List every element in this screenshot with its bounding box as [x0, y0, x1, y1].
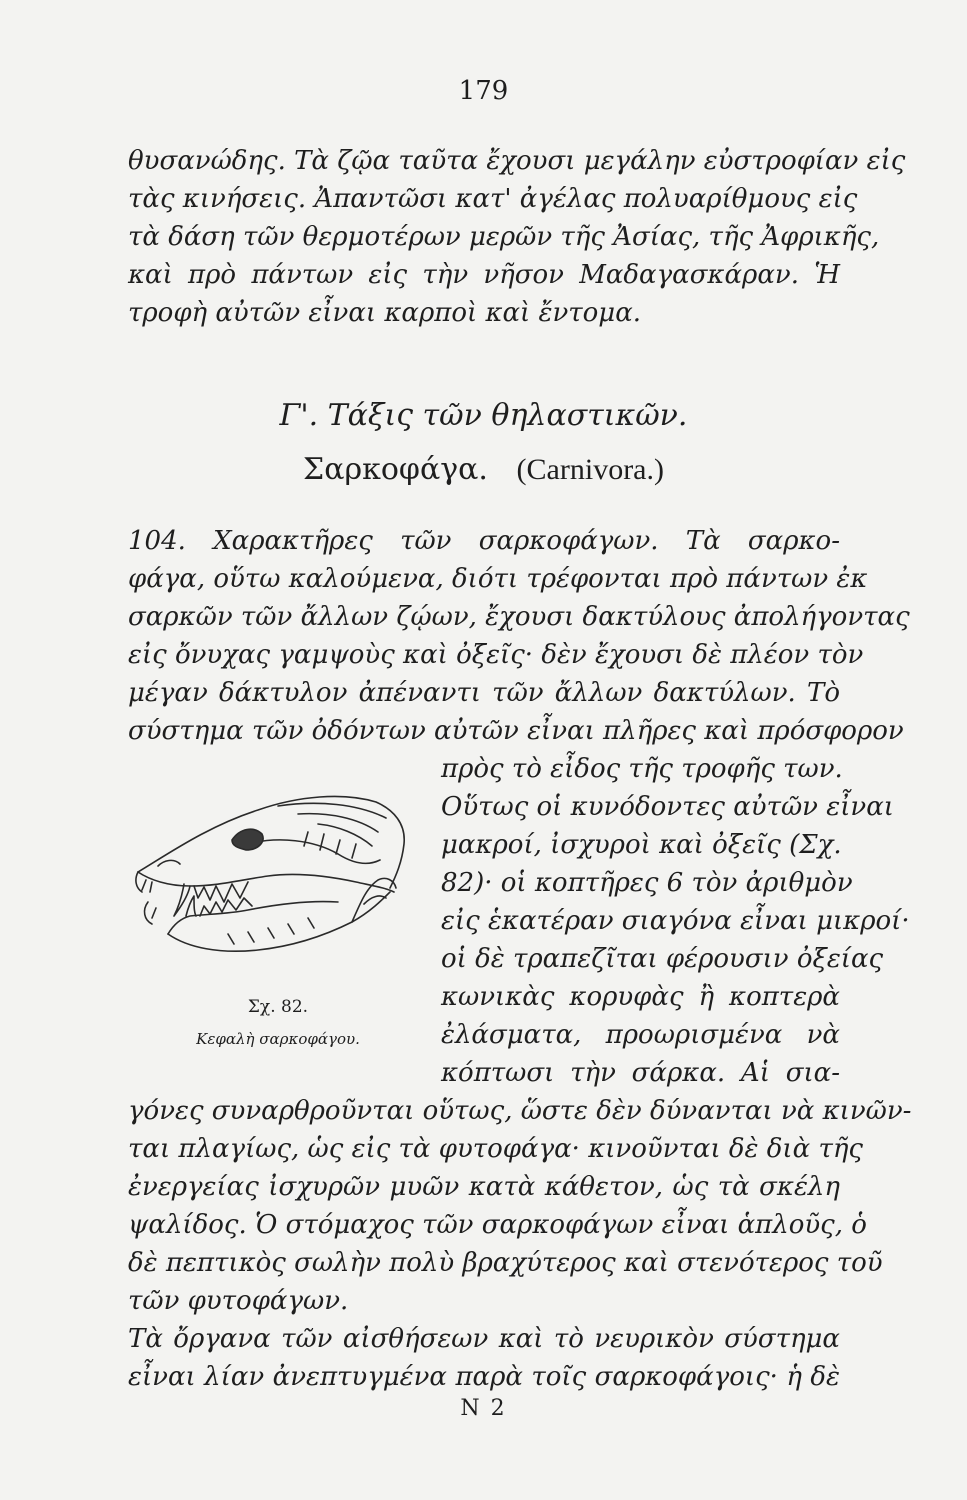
text-line: φάγα, οὕτω καλούμενα, διότι τρέφονται πρὸ πάντων ἐκ [128, 564, 868, 594]
text-line: 82)· οἱ κοπτῆρες 6 τὸν ἀριθμὸν [441, 868, 853, 898]
text-line: μέγαν δάκτυλον ἀπέναντι τῶν ἄλλων δακτύλων. Τὸ [128, 678, 840, 708]
text-line: σαρκῶν τῶν ἄλλων ζῴων, ἔχουσι δακτύλους ἀπολήγοντας [128, 602, 910, 632]
text-line: μακροί, ἰσχυροὶ καὶ ὀξεῖς (Σχ. [441, 830, 842, 860]
figure-caption: Κεφαλὴ σαρκοφάγου. [196, 1030, 360, 1048]
text-line: οἱ δὲ τραπεζῖται φέρουσιν ὀξείας [441, 944, 884, 974]
page-number: 179 [458, 76, 509, 106]
text-line: Τὰ ὄργανα τῶν αἰσθήσεων καὶ τὸ νευρικὸν σύστημα [128, 1324, 840, 1354]
text-line: καὶ πρὸ πάντων εἰς τὴν νῆσον Μαδαγασκάραν. Ἡ [128, 260, 840, 290]
text-line: δὲ πεπτικὸς σωλὴν πολὺ βραχύτερος καὶ στενότερος τοῦ [128, 1248, 883, 1278]
text-line: θυσανώδης. Τὰ ζῷα ταῦτα ἔχουσι μεγάλην εὐστροφίαν εἰς [128, 146, 906, 176]
text-line: γόνες συναρθροῦνται οὕτως, ὥστε δὲν δύνανται νὰ κινῶν- [128, 1096, 912, 1126]
text-line: ψαλίδος. Ὁ στόμαχος τῶν σαρκοφάγων εἶναι ἁπλοῦς, ὁ [128, 1210, 867, 1240]
section-heading-order: Γ'. Τάξις τῶν θηλαστικῶν. [279, 398, 688, 433]
text-line: τῶν φυτοφάγων. [128, 1286, 349, 1316]
text-line: ται πλαγίως, ὡς εἰς τὰ φυτοφάγα· κινοῦνται δὲ διὰ τῆς [128, 1134, 863, 1164]
text-line: πρὸς τὸ εἶδος τῆς τροφῆς των. [441, 754, 843, 784]
heading-latin-name: (Carnivora.) [516, 453, 664, 486]
text-line: τὰς κινήσεις. Ἀπαντῶσι κατ' ἀγέλας πολυαρίθμους εἰς [128, 184, 858, 214]
figure-label: Σχ. 82. [247, 997, 309, 1017]
text-line: κωνικὰς κορυφὰς ἢ κοπτερὰ [441, 982, 840, 1012]
text-line: εἶναι λίαν ἀνεπτυγμένα παρὰ τοῖς σαρκοφάγοις· ἡ δὲ [128, 1362, 840, 1392]
text-line: κόπτωσι τὴν σάρκα. Αἱ σια- [441, 1058, 840, 1088]
text-line: τὰ δάση τῶν θερμοτέρων μερῶν τῆς Ἀσίας, τῆς Ἀφρικῆς, [128, 222, 880, 252]
text-line: ἐλάσματα, προωρισμένα νὰ [441, 1020, 840, 1050]
text-line: εἰς ἑκατέραν σιαγόνα εἶναι μικροί· [441, 906, 910, 936]
carnivore-skull-illustration [128, 784, 428, 994]
text-line: Οὕτως οἱ κυνόδοντες αὐτῶν εἶναι [441, 792, 894, 822]
heading-group-name: Σαρκοφάγα. [303, 452, 488, 487]
text-line: εἰς ὄνυχας γαμψοὺς καὶ ὀξεῖς· δὲν ἔχουσι δὲ πλέον τὸν [128, 640, 864, 670]
signature-mark: Ν 2 [460, 1396, 507, 1421]
text-line: τροφὴ αὐτῶν εἶναι καρποὶ καὶ ἔντομα. [128, 298, 642, 328]
text-line: 104. Χαρακτῆρες τῶν σαρκοφάγων. Τὰ σαρκο- [128, 526, 840, 556]
section-heading-group [0, 452, 967, 487]
text-line: ἐνεργείας ἰσχυρῶν μυῶν κατὰ κάθετον, ὡς τὰ σκέλη [128, 1172, 840, 1202]
skull-figure [128, 784, 428, 994]
text-line: σύστημα τῶν ὀδόντων αὐτῶν εἶναι πλῆρες καὶ πρόσφορον [128, 716, 904, 746]
